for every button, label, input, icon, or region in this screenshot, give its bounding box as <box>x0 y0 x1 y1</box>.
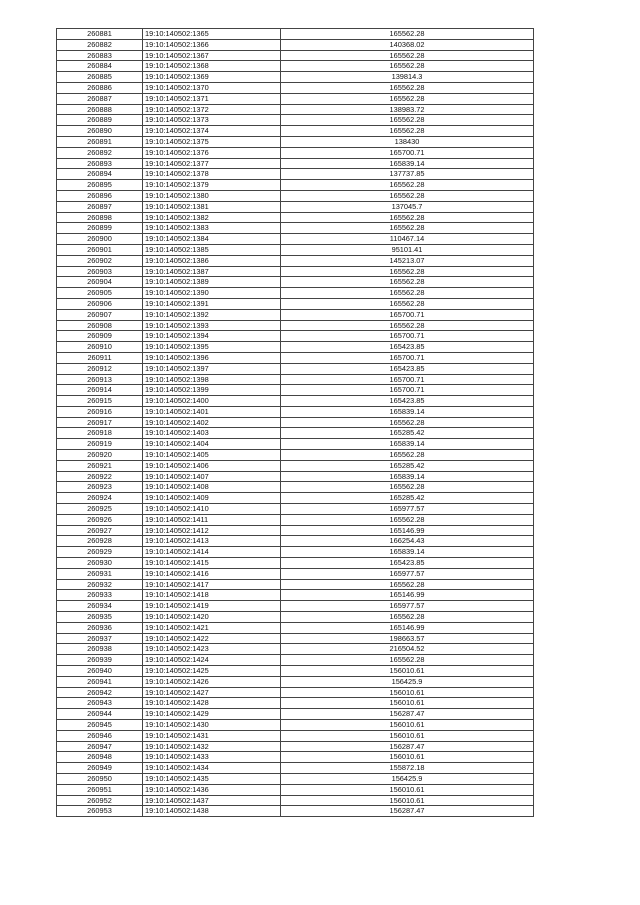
row-id-cell: 260939 <box>57 655 143 666</box>
row-id-cell: 260947 <box>57 741 143 752</box>
value-cell: 165700.71 <box>281 147 534 158</box>
table-row <box>57 633 534 644</box>
cadastral-number-cell: 19:10:140502:1418 <box>143 590 281 601</box>
table-row <box>57 234 534 245</box>
table-row <box>57 363 534 374</box>
table-row <box>57 676 534 687</box>
cadastral-number-cell: 19:10:140502:1379 <box>143 180 281 191</box>
row-id-cell: 260893 <box>57 158 143 169</box>
cadastral-number-cell: 19:10:140502:1378 <box>143 169 281 180</box>
value-cell: 165977.57 <box>281 504 534 515</box>
cadastral-number-cell: 19:10:140502:1431 <box>143 730 281 741</box>
table-row <box>57 244 534 255</box>
value-cell: 216504.52 <box>281 644 534 655</box>
table-row <box>57 752 534 763</box>
cadastral-number-cell: 19:10:140502:1377 <box>143 158 281 169</box>
table-row <box>57 687 534 698</box>
cadastral-number-cell: 19:10:140502:1371 <box>143 93 281 104</box>
cadastral-number-cell: 19:10:140502:1423 <box>143 644 281 655</box>
table-row <box>57 590 534 601</box>
value-cell: 165700.71 <box>281 385 534 396</box>
value-cell: 156287.47 <box>281 709 534 720</box>
row-id-cell: 260920 <box>57 450 143 461</box>
table-row <box>57 450 534 461</box>
table-row <box>57 223 534 234</box>
value-cell: 165562.28 <box>281 514 534 525</box>
cadastral-number-cell: 19:10:140502:1432 <box>143 741 281 752</box>
row-id-cell: 260895 <box>57 180 143 191</box>
row-id-cell: 260943 <box>57 698 143 709</box>
row-id-cell: 260913 <box>57 374 143 385</box>
row-id-cell: 260916 <box>57 406 143 417</box>
value-cell: 165423.85 <box>281 363 534 374</box>
row-id-cell: 260934 <box>57 601 143 612</box>
value-cell: 165562.28 <box>281 82 534 93</box>
value-cell: 165562.28 <box>281 212 534 223</box>
table-row <box>57 147 534 158</box>
cadastral-number-cell: 19:10:140502:1386 <box>143 255 281 266</box>
cadastral-number-cell: 19:10:140502:1374 <box>143 126 281 137</box>
row-id-cell: 260889 <box>57 115 143 126</box>
row-id-cell: 260929 <box>57 547 143 558</box>
cadastral-number-cell: 19:10:140502:1376 <box>143 147 281 158</box>
cadastral-number-cell: 19:10:140502:1424 <box>143 655 281 666</box>
table-row <box>57 212 534 223</box>
value-cell: 165839.14 <box>281 439 534 450</box>
cadastral-number-cell: 19:10:140502:1434 <box>143 763 281 774</box>
table-row <box>57 439 534 450</box>
table-row <box>57 514 534 525</box>
cadastral-number-cell: 19:10:140502:1409 <box>143 493 281 504</box>
row-id-cell: 260925 <box>57 504 143 515</box>
cadastral-number-cell: 19:10:140502:1437 <box>143 795 281 806</box>
row-id-cell: 260945 <box>57 720 143 731</box>
cadastral-number-cell: 19:10:140502:1393 <box>143 320 281 331</box>
table-row <box>57 666 534 677</box>
value-cell: 165562.28 <box>281 277 534 288</box>
cadastral-number-cell: 19:10:140502:1389 <box>143 277 281 288</box>
cadastral-number-cell: 19:10:140502:1438 <box>143 806 281 817</box>
cadastral-number-cell: 19:10:140502:1420 <box>143 612 281 623</box>
cadastral-number-cell: 19:10:140502:1375 <box>143 136 281 147</box>
value-cell: 165562.28 <box>281 579 534 590</box>
row-id-cell: 260882 <box>57 39 143 50</box>
table-row <box>57 93 534 104</box>
table-row <box>57 482 534 493</box>
value-cell: 165562.28 <box>281 612 534 623</box>
value-cell: 156425.9 <box>281 773 534 784</box>
cadastral-number-cell: 19:10:140502:1365 <box>143 29 281 40</box>
row-id-cell: 260919 <box>57 439 143 450</box>
value-cell: 165562.28 <box>281 50 534 61</box>
row-id-cell: 260950 <box>57 773 143 784</box>
cadastral-number-cell: 19:10:140502:1395 <box>143 342 281 353</box>
table-row <box>57 82 534 93</box>
row-id-cell: 260902 <box>57 255 143 266</box>
value-cell: 165700.71 <box>281 374 534 385</box>
cadastral-number-cell: 19:10:140502:1366 <box>143 39 281 50</box>
cadastral-number-cell: 19:10:140502:1413 <box>143 536 281 547</box>
table-row <box>57 417 534 428</box>
row-id-cell: 260887 <box>57 93 143 104</box>
value-cell: 156287.47 <box>281 806 534 817</box>
value-cell: 95101.41 <box>281 244 534 255</box>
value-cell: 137045.7 <box>281 201 534 212</box>
row-id-cell: 260946 <box>57 730 143 741</box>
row-id-cell: 260936 <box>57 622 143 633</box>
table-row <box>57 525 534 536</box>
table-row <box>57 320 534 331</box>
table-row <box>57 504 534 515</box>
table-row <box>57 655 534 666</box>
row-id-cell: 260915 <box>57 396 143 407</box>
cadastral-number-cell: 19:10:140502:1416 <box>143 568 281 579</box>
cadastral-number-cell: 19:10:140502:1426 <box>143 676 281 687</box>
cadastral-number-cell: 19:10:140502:1397 <box>143 363 281 374</box>
cadastral-number-cell: 19:10:140502:1421 <box>143 622 281 633</box>
cadastral-number-cell: 19:10:140502:1430 <box>143 720 281 731</box>
table-row <box>57 547 534 558</box>
table-row <box>57 579 534 590</box>
value-cell: 165285.42 <box>281 428 534 439</box>
row-id-cell: 260924 <box>57 493 143 504</box>
cadastral-number-cell: 19:10:140502:1410 <box>143 504 281 515</box>
row-id-cell: 260931 <box>57 568 143 579</box>
row-id-cell: 260928 <box>57 536 143 547</box>
value-cell: 137737.85 <box>281 169 534 180</box>
table-row <box>57 115 534 126</box>
row-id-cell: 260952 <box>57 795 143 806</box>
value-cell: 139814.3 <box>281 72 534 83</box>
value-cell: 165562.28 <box>281 93 534 104</box>
table-row <box>57 136 534 147</box>
table-row <box>57 309 534 320</box>
cadastral-number-cell: 19:10:140502:1425 <box>143 666 281 677</box>
table-row <box>57 385 534 396</box>
cadastral-number-cell: 19:10:140502:1406 <box>143 460 281 471</box>
row-id-cell: 260891 <box>57 136 143 147</box>
value-cell: 156010.61 <box>281 687 534 698</box>
row-id-cell: 260911 <box>57 352 143 363</box>
cadastral-number-cell: 19:10:140502:1401 <box>143 406 281 417</box>
row-id-cell: 260944 <box>57 709 143 720</box>
value-cell: 155872.18 <box>281 763 534 774</box>
row-id-cell: 260951 <box>57 784 143 795</box>
table-row <box>57 741 534 752</box>
row-id-cell: 260949 <box>57 763 143 774</box>
cadastral-number-cell: 19:10:140502:1422 <box>143 633 281 644</box>
table-row <box>57 612 534 623</box>
value-cell: 165562.28 <box>281 417 534 428</box>
row-id-cell: 260892 <box>57 147 143 158</box>
cadastral-number-cell: 19:10:140502:1385 <box>143 244 281 255</box>
cadastral-number-cell: 19:10:140502:1411 <box>143 514 281 525</box>
table-row <box>57 460 534 471</box>
value-cell: 156010.61 <box>281 666 534 677</box>
table-row <box>57 126 534 137</box>
row-id-cell: 260909 <box>57 331 143 342</box>
value-cell: 156010.61 <box>281 784 534 795</box>
value-cell: 156010.61 <box>281 795 534 806</box>
cadastral-number-cell: 19:10:140502:1427 <box>143 687 281 698</box>
cadastral-number-cell: 19:10:140502:1428 <box>143 698 281 709</box>
value-cell: 165423.85 <box>281 396 534 407</box>
table-row <box>57 784 534 795</box>
cadastral-number-cell: 19:10:140502:1415 <box>143 558 281 569</box>
row-id-cell: 260890 <box>57 126 143 137</box>
row-id-cell: 260904 <box>57 277 143 288</box>
value-cell: 165562.28 <box>281 126 534 137</box>
value-cell: 138430 <box>281 136 534 147</box>
table-row <box>57 374 534 385</box>
cadastral-number-cell: 19:10:140502:1381 <box>143 201 281 212</box>
row-id-cell: 260898 <box>57 212 143 223</box>
cadastral-number-cell: 19:10:140502:1387 <box>143 266 281 277</box>
row-id-cell: 260917 <box>57 417 143 428</box>
table-row <box>57 558 534 569</box>
value-cell: 165562.28 <box>281 190 534 201</box>
value-cell: 165562.28 <box>281 450 534 461</box>
table-row <box>57 698 534 709</box>
value-cell: 165839.14 <box>281 471 534 482</box>
value-cell: 165562.28 <box>281 655 534 666</box>
cadastral-number-cell: 19:10:140502:1408 <box>143 482 281 493</box>
table-row <box>57 342 534 353</box>
value-cell: 156010.61 <box>281 720 534 731</box>
cadastral-number-cell: 19:10:140502:1419 <box>143 601 281 612</box>
table-row <box>57 39 534 50</box>
row-id-cell: 260927 <box>57 525 143 536</box>
value-cell: 165562.28 <box>281 29 534 40</box>
data-table <box>56 28 534 817</box>
row-id-cell: 260885 <box>57 72 143 83</box>
table-row <box>57 72 534 83</box>
cadastral-number-cell: 19:10:140502:1380 <box>143 190 281 201</box>
cadastral-number-cell: 19:10:140502:1384 <box>143 234 281 245</box>
cadastral-number-cell: 19:10:140502:1407 <box>143 471 281 482</box>
value-cell: 165700.71 <box>281 352 534 363</box>
row-id-cell: 260932 <box>57 579 143 590</box>
value-cell: 165700.71 <box>281 331 534 342</box>
table-row <box>57 622 534 633</box>
table-row <box>57 190 534 201</box>
row-id-cell: 260942 <box>57 687 143 698</box>
cadastral-number-cell: 19:10:140502:1382 <box>143 212 281 223</box>
cadastral-number-cell: 19:10:140502:1404 <box>143 439 281 450</box>
cadastral-number-cell: 19:10:140502:1433 <box>143 752 281 763</box>
row-id-cell: 260953 <box>57 806 143 817</box>
table-row <box>57 773 534 784</box>
table-row <box>57 720 534 731</box>
table-row <box>57 536 534 547</box>
row-id-cell: 260905 <box>57 288 143 299</box>
table-row <box>57 709 534 720</box>
cadastral-number-cell: 19:10:140502:1399 <box>143 385 281 396</box>
value-cell: 140368.02 <box>281 39 534 50</box>
value-cell: 156287.47 <box>281 741 534 752</box>
table-body <box>57 29 534 817</box>
row-id-cell: 260910 <box>57 342 143 353</box>
value-cell: 166254.43 <box>281 536 534 547</box>
table-row <box>57 288 534 299</box>
cadastral-number-cell: 19:10:140502:1398 <box>143 374 281 385</box>
row-id-cell: 260888 <box>57 104 143 115</box>
row-id-cell: 260897 <box>57 201 143 212</box>
cadastral-number-cell: 19:10:140502:1435 <box>143 773 281 784</box>
row-id-cell: 260922 <box>57 471 143 482</box>
value-cell: 145213.07 <box>281 255 534 266</box>
table-row <box>57 795 534 806</box>
row-id-cell: 260914 <box>57 385 143 396</box>
row-id-cell: 260948 <box>57 752 143 763</box>
value-cell: 165700.71 <box>281 309 534 320</box>
cadastral-number-cell: 19:10:140502:1400 <box>143 396 281 407</box>
row-id-cell: 260938 <box>57 644 143 655</box>
table-row <box>57 180 534 191</box>
row-id-cell: 260930 <box>57 558 143 569</box>
value-cell: 165562.28 <box>281 320 534 331</box>
value-cell: 165562.28 <box>281 180 534 191</box>
value-cell: 165562.28 <box>281 115 534 126</box>
row-id-cell: 260937 <box>57 633 143 644</box>
row-id-cell: 260900 <box>57 234 143 245</box>
table-row <box>57 601 534 612</box>
value-cell: 138983.72 <box>281 104 534 115</box>
table-row <box>57 568 534 579</box>
row-id-cell: 260908 <box>57 320 143 331</box>
cadastral-number-cell: 19:10:140502:1402 <box>143 417 281 428</box>
value-cell: 165562.28 <box>281 223 534 234</box>
table-row <box>57 471 534 482</box>
value-cell: 165562.28 <box>281 266 534 277</box>
cadastral-number-cell: 19:10:140502:1429 <box>143 709 281 720</box>
cadastral-number-cell: 19:10:140502:1436 <box>143 784 281 795</box>
cadastral-number-cell: 19:10:140502:1383 <box>143 223 281 234</box>
table-row <box>57 644 534 655</box>
table-row <box>57 298 534 309</box>
cadastral-number-cell: 19:10:140502:1372 <box>143 104 281 115</box>
cadastral-number-cell: 19:10:140502:1394 <box>143 331 281 342</box>
cadastral-number-cell: 19:10:140502:1369 <box>143 72 281 83</box>
cadastral-number-cell: 19:10:140502:1405 <box>143 450 281 461</box>
value-cell: 165977.57 <box>281 568 534 579</box>
cadastral-number-cell: 19:10:140502:1403 <box>143 428 281 439</box>
table-row <box>57 266 534 277</box>
cadastral-number-cell: 19:10:140502:1412 <box>143 525 281 536</box>
value-cell: 165285.42 <box>281 460 534 471</box>
row-id-cell: 260933 <box>57 590 143 601</box>
value-cell: 156425.9 <box>281 676 534 687</box>
table-row <box>57 61 534 72</box>
row-id-cell: 260926 <box>57 514 143 525</box>
cadastral-number-cell: 19:10:140502:1370 <box>143 82 281 93</box>
table-row <box>57 201 534 212</box>
value-cell: 165562.28 <box>281 298 534 309</box>
value-cell: 165977.57 <box>281 601 534 612</box>
cadastral-number-cell: 19:10:140502:1391 <box>143 298 281 309</box>
row-id-cell: 260884 <box>57 61 143 72</box>
cadastral-number-cell: 19:10:140502:1417 <box>143 579 281 590</box>
value-cell: 165562.28 <box>281 288 534 299</box>
table-row <box>57 277 534 288</box>
row-id-cell: 260896 <box>57 190 143 201</box>
table-row <box>57 352 534 363</box>
value-cell: 156010.61 <box>281 698 534 709</box>
row-id-cell: 260881 <box>57 29 143 40</box>
value-cell: 165423.85 <box>281 558 534 569</box>
row-id-cell: 260923 <box>57 482 143 493</box>
row-id-cell: 260883 <box>57 50 143 61</box>
row-id-cell: 260907 <box>57 309 143 320</box>
table-row <box>57 730 534 741</box>
table-row <box>57 331 534 342</box>
cadastral-number-cell: 19:10:140502:1396 <box>143 352 281 363</box>
table-row <box>57 806 534 817</box>
value-cell: 156010.61 <box>281 730 534 741</box>
row-id-cell: 260935 <box>57 612 143 623</box>
table-row <box>57 493 534 504</box>
cadastral-number-cell: 19:10:140502:1390 <box>143 288 281 299</box>
table-row <box>57 428 534 439</box>
table-row <box>57 29 534 40</box>
value-cell: 165839.14 <box>281 547 534 558</box>
row-id-cell: 260918 <box>57 428 143 439</box>
row-id-cell: 260903 <box>57 266 143 277</box>
row-id-cell: 260940 <box>57 666 143 677</box>
table-row <box>57 169 534 180</box>
table-row <box>57 763 534 774</box>
value-cell: 165146.99 <box>281 525 534 536</box>
cadastral-number-cell: 19:10:140502:1373 <box>143 115 281 126</box>
row-id-cell: 260899 <box>57 223 143 234</box>
cadastral-number-cell: 19:10:140502:1392 <box>143 309 281 320</box>
row-id-cell: 260912 <box>57 363 143 374</box>
value-cell: 198663.57 <box>281 633 534 644</box>
table-row <box>57 158 534 169</box>
cadastral-number-cell: 19:10:140502:1367 <box>143 50 281 61</box>
value-cell: 156010.61 <box>281 752 534 763</box>
value-cell: 165285.42 <box>281 493 534 504</box>
row-id-cell: 260921 <box>57 460 143 471</box>
value-cell: 165839.14 <box>281 158 534 169</box>
value-cell: 165146.99 <box>281 622 534 633</box>
row-id-cell: 260894 <box>57 169 143 180</box>
value-cell: 165423.85 <box>281 342 534 353</box>
table-row <box>57 255 534 266</box>
table-row <box>57 50 534 61</box>
table-row <box>57 396 534 407</box>
value-cell: 165562.28 <box>281 482 534 493</box>
table-row <box>57 406 534 417</box>
table-row <box>57 104 534 115</box>
row-id-cell: 260886 <box>57 82 143 93</box>
value-cell: 110467.14 <box>281 234 534 245</box>
value-cell: 165562.28 <box>281 61 534 72</box>
cadastral-number-cell: 19:10:140502:1368 <box>143 61 281 72</box>
row-id-cell: 260941 <box>57 676 143 687</box>
value-cell: 165146.99 <box>281 590 534 601</box>
cadastral-number-cell: 19:10:140502:1414 <box>143 547 281 558</box>
row-id-cell: 260906 <box>57 298 143 309</box>
row-id-cell: 260901 <box>57 244 143 255</box>
value-cell: 165839.14 <box>281 406 534 417</box>
